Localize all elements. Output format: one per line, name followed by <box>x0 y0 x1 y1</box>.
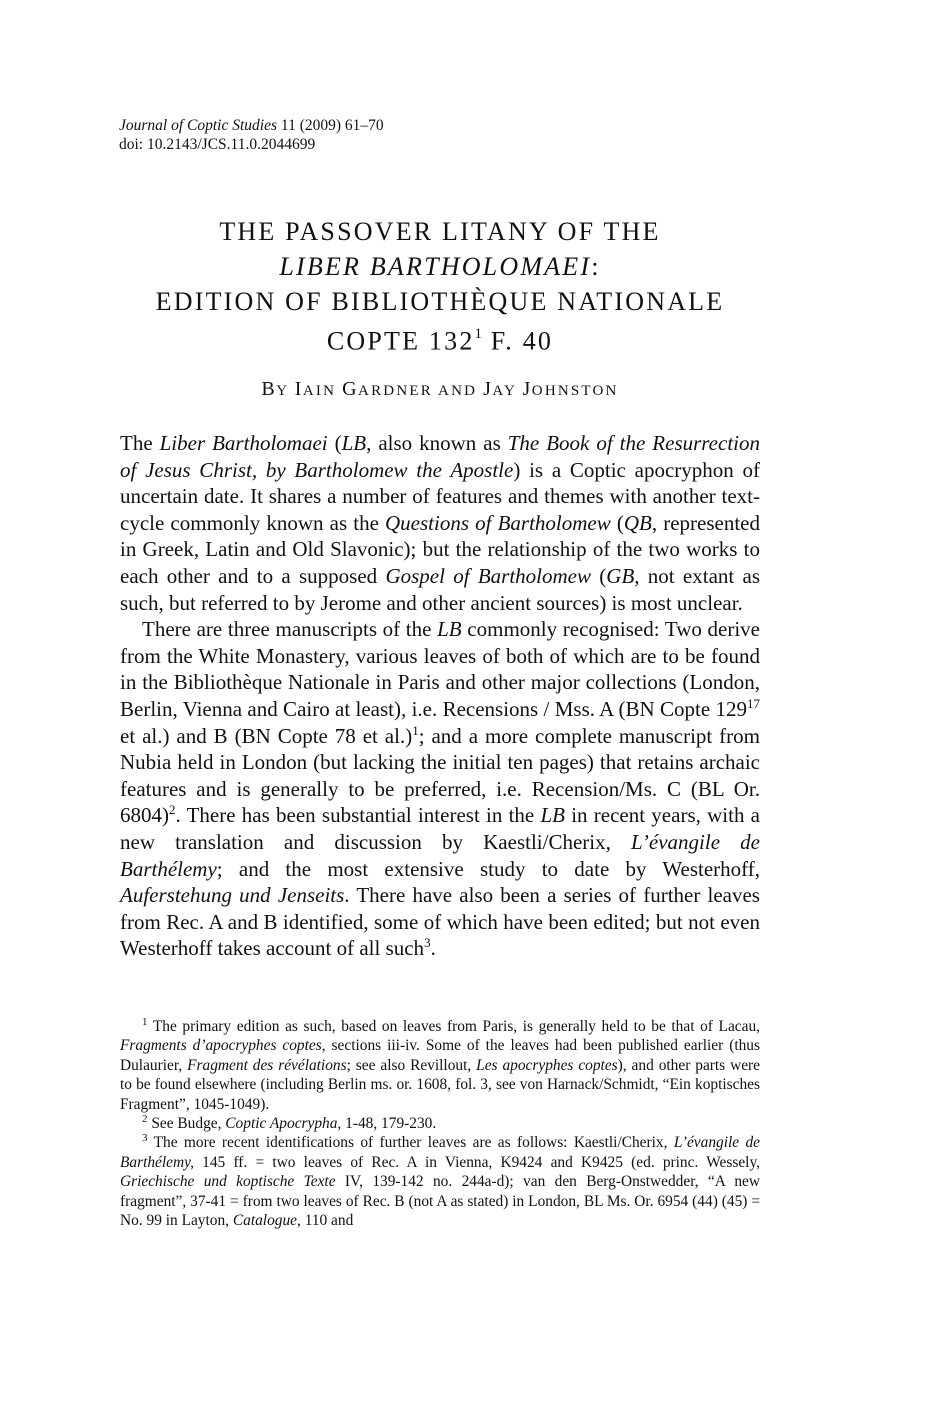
title-footnote-ref[interactable]: 1 <box>474 326 483 342</box>
journal-citation <box>119 116 384 135</box>
italic-run: Gospel of Bartholomew <box>385 563 591 588</box>
text-run: , represented in Greek, Latin and Old Slavonic); but the relationship of the two works to each other and to a supposed <box>120 510 761 588</box>
italic-run: Liber Bartholomaei <box>159 431 328 455</box>
text-run: ; and the most extensive study to date by Westerhoff, <box>216 856 760 881</box>
text-run: There are three manuscripts of the <box>142 617 438 642</box>
italic-run: Fragments d’apocryphes coptes <box>120 1037 322 1055</box>
italic-run: Coptic Apocrypha, <box>225 1115 342 1133</box>
text-run: in recent years, with a new translation and discussion by Kaestli/Cherix, <box>120 803 760 854</box>
footnote-ref[interactable]: 2 <box>169 802 176 818</box>
footnote-1 <box>120 1017 760 1114</box>
text-run: , also known as <box>366 431 508 455</box>
article-body <box>120 430 760 962</box>
journal-title: Journal of Coptic Studies <box>119 117 278 134</box>
title-copte: COPTE 132 <box>326 326 475 356</box>
text-run: , not extant as such, but referred to by Jerome and other ancient sources) is most unclear. <box>120 563 761 615</box>
italic-run: LB <box>540 803 565 828</box>
text-run: . There have also been a series of further leaves from Rec. A and B identified, some of which have been edited; but not even Westerhoff takes account of all such <box>120 883 760 961</box>
italic-run: Catalogue, <box>232 1212 301 1230</box>
byline-part: G <box>342 378 359 400</box>
footnote-ref[interactable]: 3 <box>424 935 431 951</box>
footnotes <box>120 1017 760 1230</box>
title-line-1: THE PASSOVER LITANY OF THE <box>219 217 661 246</box>
byline-part: AIN <box>302 383 343 399</box>
journal-volume: 11 (2009) 61–70 <box>277 117 384 134</box>
text-run: . <box>430 936 436 961</box>
text-run: ; and a more complete manuscript from Nubia held in London (but lacking the initial ten pages) that retains archaic features and is generally to be preferred, i.e. Recension/Ms. C (BL Or. 6804) <box>120 723 760 828</box>
italic-run: Les apocryphes coptes <box>476 1056 618 1074</box>
footnote-number: 2 <box>142 1112 148 1125</box>
italic-run: Auferstehung und Jenseits <box>120 883 345 908</box>
text-run: 145 ff. = two leaves of Rec. A in Vienna, K9424 and K9425 (ed. princ. Wessely, <box>193 1153 760 1171</box>
article-title <box>100 214 780 359</box>
text-run: ( <box>591 563 607 588</box>
title-folio: F. 40 <box>482 326 554 356</box>
text-run: 1-48, 179-230. <box>341 1115 437 1133</box>
text-run: ( <box>610 510 624 535</box>
title-line-4 <box>100 319 780 359</box>
text-run: The primary edition as such, based on leaves from Paris, is generally held to be that of Lacau, <box>147 1018 760 1035</box>
journal-header <box>119 116 384 154</box>
text-run: ; see also Revillout, <box>346 1056 477 1074</box>
byline-part: Y <box>276 383 295 399</box>
italic-run: GB <box>606 563 635 588</box>
byline <box>100 378 780 401</box>
footnote-ref[interactable]: 1 <box>412 722 419 738</box>
italic-run: Questions of Bartholomew <box>385 510 611 535</box>
text-run: IV, 139-142 no. 244a-d); van den Berg-Onstwedder, “A new fragment”, 37-41 = from two leaves of Rec. B (not A as stated) in London, BL Ms. Or. 6954 (44) (45) = No. 99 in Layton, <box>120 1173 760 1230</box>
italic-run: QB <box>623 510 652 535</box>
paragraph-1 <box>120 430 760 616</box>
italic-run: L’évangile de Barthélemy, <box>120 1134 760 1171</box>
byline-part: AY <box>492 383 523 399</box>
italic-run: Fragment des révélations <box>187 1056 347 1074</box>
byline-part: I <box>294 378 303 400</box>
italic-run: LB <box>341 431 367 455</box>
text-run: The more recent identifications of further leaves are as follows: Kaestli/Cherix, <box>147 1134 674 1152</box>
title-line-2 <box>100 249 780 284</box>
text-run: ), and other parts were to be found elsewhere (including Berlin ms. or. 1608, fol. 3, see von Harnack/Schmidt, “Ein koptisches Fragment”, 1045-1049). <box>120 1056 760 1113</box>
footnote-3 <box>120 1133 760 1230</box>
byline-part: J <box>483 378 493 400</box>
text-run: The <box>120 431 160 455</box>
text-run: ) is a Coptic apocryphon of uncertain date. It shares a number of features and themes with another text-cycle commonly known as the <box>120 457 761 535</box>
title-colon: : <box>591 252 601 281</box>
text-run: , sections iii-iv. Some of the leaves had been published earlier (thus Dulaurier, <box>120 1037 760 1074</box>
italic-run: L’évangile de Barthélemy <box>120 829 760 881</box>
byline-part: ARDNER AND <box>358 383 484 399</box>
footnote-number: 3 <box>142 1132 148 1145</box>
text-run: commonly recognised: Two derive from the White Monastery, various leaves of both of which are to be found in the Bibliothèque Nationale in Paris and other major collections (London, Berlin, Vienna and Cairo at least), i.e. Recensions / Mss. A (BN Copte 129 <box>120 617 760 721</box>
italic-run: LB <box>437 617 462 642</box>
byline-part: B <box>261 378 277 400</box>
italic-run: Griechische und koptische Texte <box>120 1173 336 1191</box>
title-line-3: EDITION OF BIBLIOTHÈQUE NATIONALE <box>155 287 725 316</box>
text-run: ( <box>327 431 342 455</box>
text-run: et al.) and B (BN Copte 78 et al.) <box>120 723 413 748</box>
footnote-2 <box>120 1114 760 1133</box>
title-italic: LIBER BARTHOLOMAEI <box>279 252 592 281</box>
text-run: 110 and <box>300 1212 354 1230</box>
text-run: . There has been substantial interest in the <box>175 803 541 828</box>
footnote-number: 1 <box>142 1015 148 1028</box>
italic-run: The Book of the Resurrection of Jesus Christ, by Bartholomew the Apostle <box>120 431 760 482</box>
text-run: See Budge, <box>147 1115 226 1133</box>
paragraph-2 <box>120 616 760 962</box>
superscript: 17 <box>747 695 760 711</box>
byline-part: OHNSTON <box>531 383 619 399</box>
doi: doi: 10.2143/JCS.11.0.2044699 <box>119 136 316 153</box>
byline-part: J <box>522 378 532 400</box>
